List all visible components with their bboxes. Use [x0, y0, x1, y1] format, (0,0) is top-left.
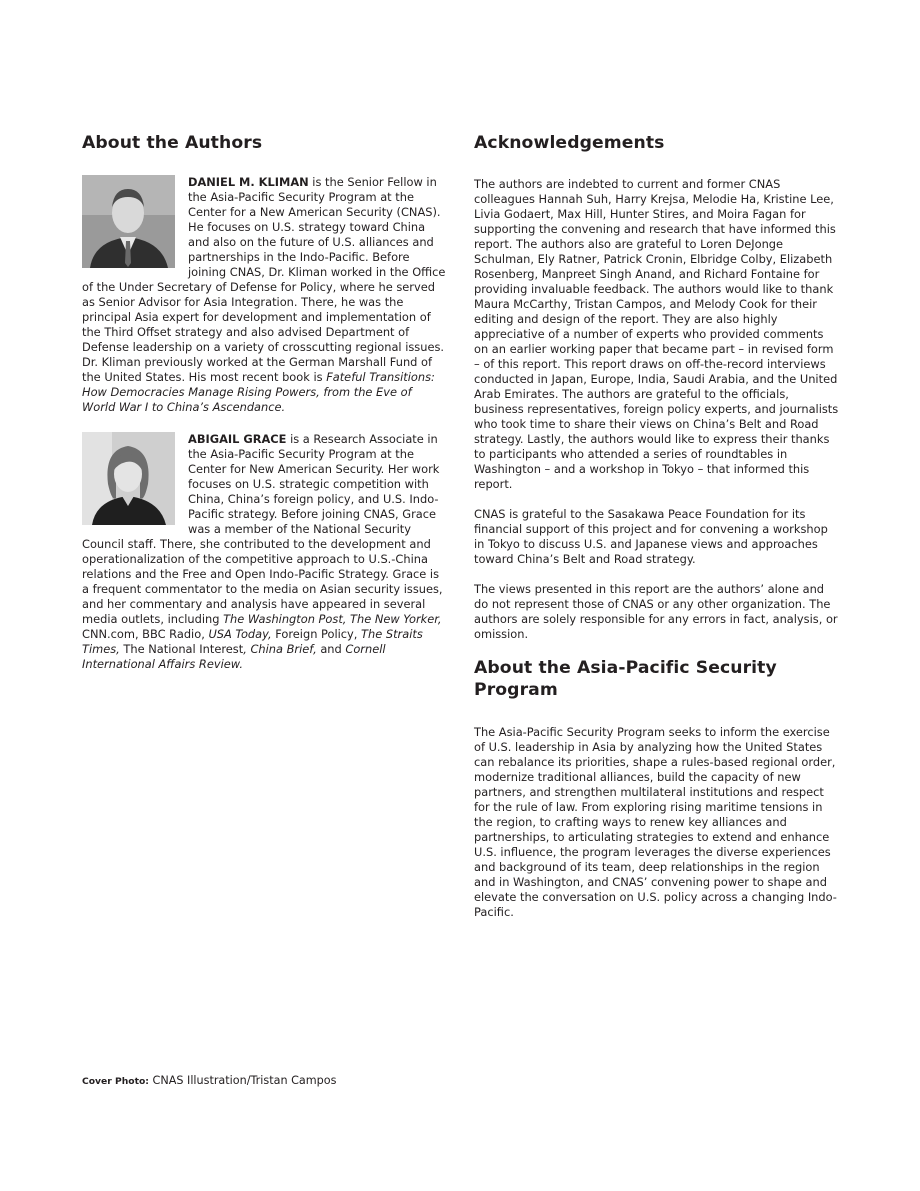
outlet-cornell-review: Cornell International Affairs Review.	[82, 642, 386, 671]
kliman-name: DANIEL M. KLIMAN	[188, 175, 309, 189]
acknowledgements-paragraph-1: The authors are indebted to current and former CNAS colleagues Hannah Suh, Harry Krejsa, Melodie Ha, Kristine Lee, Livia Godaert, Max Hill, Hunter Stires, and Moira Fagan for supporting the convening and research that have informed this report. The authors also are grateful to Loren DeJonge Schulman, Ely Ratner, Patrick Cronin, Elbridge Colby, Elizabeth Rosenberg, Manpreet Singh Anand, and Richard Fontaine for providing invaluable feedback. The authors would like to thank Maura McCarthy, Tristan Campos, and Melody Cook for their editing and design of the report. They are also highly appreciative of a number of experts who provided comments on an earlier working paper that became part – in revised form – of this report. This report draws on off-the-record interviews conducted in Japan, Europe, India, Saudi Arabia, and the United Arab Emirates. The authors are grateful to the officials, business representatives, foreign policy experts, and journalists who took time to share their views on China’s Belt and Road strategy. Lastly, the authors would like to express their thanks to participants who attended a series of roundtables in Washington – and a workshop in Tokyo – that informed this report.	[474, 177, 839, 491]
outlet-foreign-policy: Foreign Policy,	[271, 627, 362, 641]
grace-bio	[82, 432, 448, 672]
kliman-bio-text: is the Senior Fellow in the Asia-Pacific Security Program at the Center for a New American Security (CNAS). He focuses on U.S. strategy toward China and also on the future of U.S. alliances and partnerships in the Indo-Pacific. Before joining CNAS, Dr. Kliman worked in the Office of the Under Secretary of Defense for Policy, where he served as Senior Advisor for Asia Integration. There, he was the principal Asia expert for development and implementation of the Third Offset strategy and also advised Department of Defense leadership on a variety of crosscutting regional issues. Dr. Kliman previously worked at the German Marshall Fund of the United States. His most recent book is	[82, 175, 446, 384]
kliman-book-title: Fateful Transitions: How Democracies Manage Rising Powers, from the Eve of World War I to China’s Ascendance.	[82, 370, 435, 414]
outlet-national-interest: The National Interest	[119, 642, 244, 656]
grace-bio-text: is a Research Associate in the Asia-Pacific Security Program at the Center for New American Security. Her work focuses on U.S. strategic competition with China, China’s foreign policy, and U.S. Indo-Pacific strategy. Before joining CNAS, Grace was a member of the National Security Council staff. There, she contributed to the development and operationalization of the competitive approach to U.S.-China relations and the Free and Open Indo-Pacific Strategy. Grace is a frequent commentator to the media on Asian security issues, and her commentary and analysis have appeared in several media outlets, including	[82, 432, 443, 626]
outlet-usa-today: USA Today,	[208, 627, 272, 641]
cover-photo-label: Cover Photo:	[82, 1076, 149, 1087]
right-column	[474, 132, 840, 920]
outlet-and: and	[316, 642, 346, 656]
acknowledgements-section	[474, 177, 840, 642]
authors-column	[82, 132, 448, 672]
kliman-bio	[82, 175, 448, 415]
outlet-china-brief: , China Brief,	[243, 642, 317, 656]
grace-photo	[82, 432, 175, 525]
portrait-photo-icon	[82, 432, 175, 525]
acknowledgements-heading: Acknowledgements	[474, 133, 665, 153]
acknowledgements-paragraph-2: CNAS is grateful to the Sasakawa Peace Foundation for its financial support of this project and for convening a workshop in Tokyo to discuss U.S. and Japanese views and approaches toward China’s Belt and Road strategy.	[474, 507, 828, 566]
authors-heading: About the Authors	[82, 133, 263, 153]
outlet-washington-post-new-yorker: The Washington Post, The New Yorker,	[223, 612, 442, 626]
program-heading: About the Asia-Pacific Security Program	[474, 658, 777, 700]
outlet-straits-times: The Straits Times,	[82, 627, 423, 656]
outlet-cnn-bbc: CNN.com, BBC Radio,	[82, 627, 209, 641]
grace-name: ABIGAIL GRACE	[188, 432, 287, 446]
cover-photo-credit-text: CNAS Illustration/Tristan Campos	[148, 1074, 337, 1087]
portrait-photo-icon	[82, 175, 175, 268]
acknowledgements-paragraph-3: The views presented in this report are the authors’ alone and do not represent those of CNAS or any other organization. The authors are solely responsible for any errors in fact, analysis, or omission.	[474, 582, 838, 641]
program-description: The Asia-Pacific Security Program seeks to inform the exercise of U.S. leadership in Asia by analyzing how the United States can rebalance its priorities, shape a rules-based regional order, modernize traditional alliances, build the capacity of new partners, and strengthen multilateral institutions and respect for the rule of law. From exploring rising maritime tensions in the region, to crafting ways to renew key alliances and partnerships, to articulating strategies to extend and enhance U.S. influence, the program leverages the diverse experiences and background of its team, deep relationships in the region and in Washington, and CNAS’ convening power to shape and elevate the conversation on U.S. policy across a changing Indo-Pacific.	[474, 725, 837, 919]
cover-photo-credit	[82, 1073, 336, 1089]
kliman-photo	[82, 175, 175, 268]
